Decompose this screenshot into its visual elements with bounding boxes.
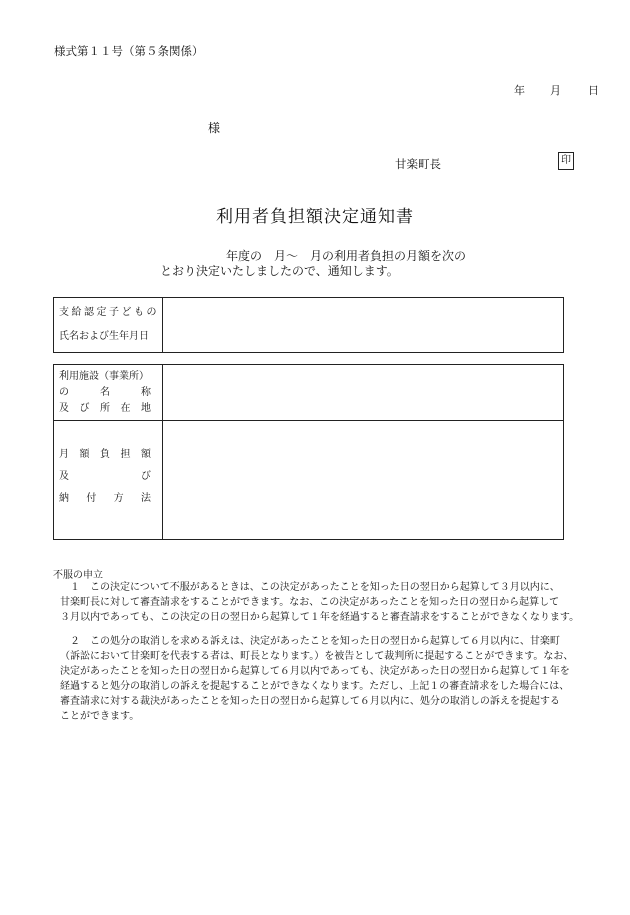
facility-amount-table [53, 364, 564, 540]
child-info-label-line2: 氏名および生年月日 [59, 331, 149, 342]
issuer-name: 甘楽町長 [395, 157, 441, 171]
child-info-label [54, 298, 163, 353]
amount-label-char: 負 [100, 449, 110, 460]
objection-p2-line: （訴訟において甘楽町を代表する者は、町長となります。）を被告として裁判所に提起することができます。なお、 [60, 651, 574, 662]
amount-label [54, 421, 163, 540]
facility-label-line3 [59, 401, 151, 417]
amount-value[interactable] [163, 421, 564, 540]
facility-label-char: 地 [141, 402, 151, 414]
amount-label-line2 [59, 469, 151, 485]
facility-value[interactable] [163, 365, 564, 421]
document-title: 利用者負担額決定通知書 [216, 207, 414, 227]
child-info-value[interactable] [163, 298, 564, 353]
amount-label-char: 方 [113, 493, 124, 504]
facility-label-char: 名 [100, 386, 110, 398]
amount-label-line3 [59, 491, 151, 507]
objection-p2-line: ２ この処分の取消しを求める訴えは、決定があったことを知った日の翌日から起算して６月以内に、甘楽町 [60, 636, 560, 647]
objection-p2-line: 経過すると処分の取消しの訴えを提起することができなくなります。ただし、上記１の審査請求をした場合には、 [60, 681, 570, 692]
amount-label-char: 付 [86, 493, 97, 504]
amount-label-char: 法 [140, 493, 151, 504]
recipient-name: 様 [208, 121, 221, 135]
amount-label-char: び [141, 471, 151, 482]
facility-label-char: 称 [141, 386, 151, 398]
issue-date [514, 82, 599, 98]
amount-label-char: 額 [79, 449, 90, 460]
facility-label-line2 [59, 385, 151, 401]
objection-title: 不服の申立 [53, 570, 103, 581]
amount-label-char: 額 [141, 449, 151, 460]
amount-label-line1 [59, 447, 151, 463]
objection-p1-line: 甘楽町長に対して審査請求をすることができます。なお、この決定があったことを知った日の翌日から起算して [60, 597, 560, 608]
child-info-label-line1: 支給認定子どもの [59, 307, 159, 318]
date-month-label: 月 [550, 84, 561, 97]
objection-p1-line: ３月以内であっても、この決定の日の翌日から起算して１年を経過すると審査請求をすることができなくなります。 [60, 612, 580, 623]
facility-label-char: 及 [59, 402, 69, 414]
facility-label-char: の [59, 386, 69, 398]
facility-label-char: 在 [120, 402, 131, 414]
amount-label-char: 及 [59, 471, 69, 482]
objection-p2-line: ことができます。 [60, 711, 140, 722]
facility-label-char: 所 [100, 402, 110, 414]
date-day-label: 日 [588, 84, 599, 97]
form-number: 様式第１１号（第５条関係） [54, 44, 204, 58]
facility-label-char: び [79, 402, 90, 414]
amount-label-char: 担 [120, 449, 131, 460]
objection-p2-line: 決定があったことを知った日の翌日から起算して６月以内であっても、決定があった日の翌日から起算して１年を [60, 666, 570, 677]
amount-label-char: 月 [59, 449, 69, 460]
facility-label-line1: 利用施設（事業所） [59, 370, 149, 382]
objection-p2-line: 審査請求に対する裁決があったことを知った日の翌日から起算して６月以内に、処分の取消しの訴えを提起する [60, 696, 560, 707]
objection-p1-line: １ この決定について不服があるときは、この決定があったことを知った日の翌日から起算して３月以内に、 [60, 582, 560, 593]
seal-stamp: 印 [558, 152, 574, 170]
facility-label [54, 365, 163, 421]
child-info-table [53, 297, 564, 353]
date-year-label: 年 [514, 84, 525, 97]
body-text-line1: 年度の 月～ 月の利用者負担の月額を次の [226, 249, 467, 263]
body-text-line2: とおり決定いたしましたので、通知します。 [160, 264, 399, 278]
amount-label-char: 納 [59, 493, 69, 504]
